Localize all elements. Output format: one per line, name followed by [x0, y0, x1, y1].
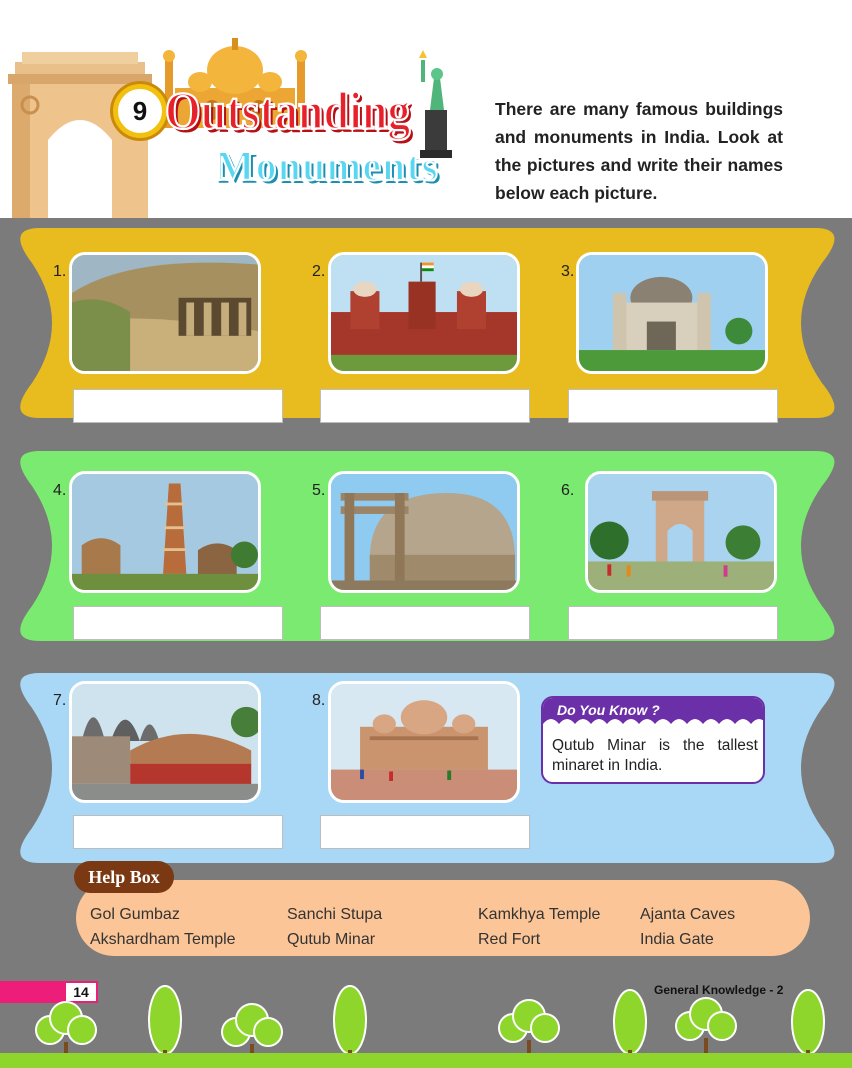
help-word: Akshardham Temple [90, 931, 236, 948]
item-number-5: 5. [312, 482, 326, 499]
tree-decorations [0, 980, 852, 1060]
do-you-know-box [541, 696, 765, 784]
grass-strip [0, 1053, 852, 1068]
help-word: Ajanta Caves [640, 906, 736, 923]
help-word: India Gate [640, 931, 714, 948]
item-number-2: 2. [312, 263, 326, 280]
answer-box-6[interactable] [568, 606, 778, 640]
qutub-minar-photo [69, 471, 261, 593]
item-number-1: 1. [53, 263, 67, 280]
do-you-know-title: Do You Know ? [557, 702, 660, 718]
help-word: Kamkhya Temple [478, 906, 601, 923]
intro-text: There are many famous buildings and monuments in India. Look at the pictures and write their names below each picture. [495, 99, 783, 203]
answer-box-1[interactable] [73, 389, 283, 423]
help-word: Red Fort [478, 931, 541, 948]
answer-box-3[interactable] [568, 389, 778, 423]
answer-box-4[interactable] [73, 606, 283, 640]
chapter-number: 9 [113, 84, 167, 138]
help-word: Gol Gumbaz [90, 906, 180, 923]
page-header [0, 0, 852, 218]
answer-box-8[interactable] [320, 815, 530, 849]
page-title-line1: Outstanding [165, 81, 411, 140]
item-number-6: 6. [561, 482, 575, 499]
sanchi-stupa-photo [328, 471, 520, 593]
red-fort-photo [328, 252, 520, 374]
answer-box-5[interactable] [320, 606, 530, 640]
akshardham-temple-photo [328, 681, 520, 803]
gol-gumbaz-photo [576, 252, 768, 374]
help-word: Qutub Minar [287, 931, 376, 948]
answer-box-7[interactable] [73, 815, 283, 849]
do-you-know-text: Qutub Minar is the tallest minaret in India. [552, 737, 758, 774]
help-box-label: Help Box [74, 861, 174, 893]
kamakhya-temple-photo [69, 681, 261, 803]
help-word: Sanchi Stupa [287, 906, 383, 923]
book-title: General Knowledge - 2 [654, 983, 784, 997]
item-number-8: 8. [312, 692, 326, 709]
item-number-3: 3. [561, 263, 575, 280]
page-title-line2: Monuments [215, 144, 439, 190]
ajanta-caves-photo [69, 252, 261, 374]
item-number-7: 7. [53, 692, 67, 709]
item-number-4: 4. [53, 482, 67, 499]
answer-box-2[interactable] [320, 389, 530, 423]
india-gate-photo [585, 471, 777, 593]
page-number: 14 [66, 983, 96, 1001]
